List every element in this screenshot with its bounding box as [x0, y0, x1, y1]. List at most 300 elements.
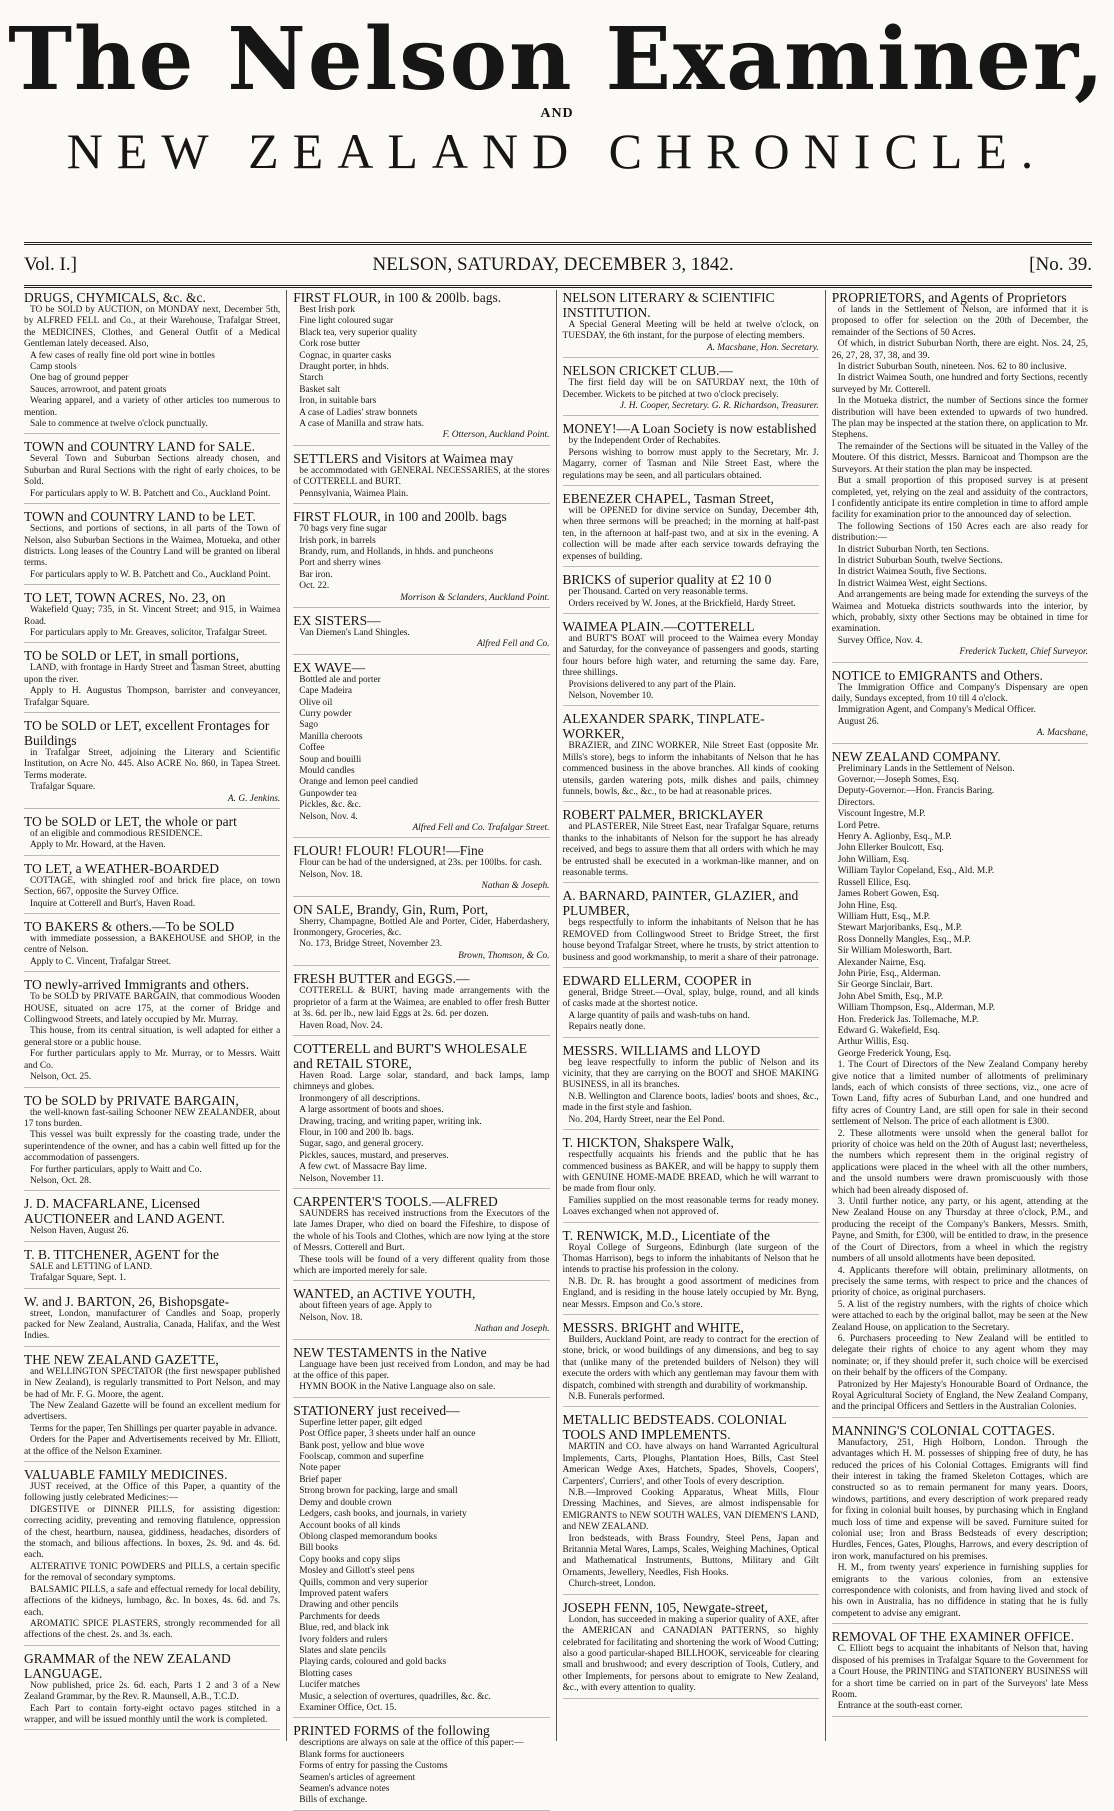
advertisement-text: Survey Office, Nov. 4. — [837, 635, 923, 646]
advertisement-signature: Frederick Tuckett, Chief Surveyor. — [959, 647, 1088, 658]
advertisement-text: Draught porter, in hhds. — [299, 362, 389, 373]
advertisement-text: and BURT'S BOAT will proceed to the Waimea every Monday and Saturday, for the conveyance of passengers and goods, starting four hours before high water, and returning the same day. Fare, three shillings. — [562, 633, 819, 679]
advertisement-text: Ironmongery of all descriptions. — [299, 1093, 421, 1104]
advertisement-text: For particulars apply to Mr. Greaves, solicitor, Trafalgar Street. — [30, 627, 268, 638]
advertisement — [24, 648, 280, 713]
advertisement-text: Mosley and Gillott's steel pens — [299, 1566, 415, 1577]
advertisement — [293, 1345, 549, 1398]
advertisement-text: John Abel Smith, Esq., M.P. — [837, 991, 944, 1002]
advertisement-text: To be SOLD by PRIVATE BARGAIN, that commodious Wooden HOUSE, situated on acre 175, at the corner of Bridge and Collingwood Streets, and lately occupied by Mr. Murray. — [24, 992, 281, 1026]
advertisement-title: TOWN and COUNTRY LAND for SALE. — [24, 439, 255, 455]
advertisement-text: Language have been just received from London, and may be had at the office of this paper. — [293, 1359, 550, 1382]
advertisement-text: For further particulars apply to Mr. Murray, or to Messrs. Waitt and Co. — [24, 1049, 281, 1071]
advertisement-text: Account books of all kinds — [299, 1520, 401, 1531]
advertisement-signature: A. G. Jenkins. — [227, 793, 281, 804]
advertisement-title: DRUGS, CHYMICALS, &c. &c. — [24, 290, 206, 305]
advertisement-text: Port and sherry wines — [299, 558, 381, 569]
advertisement-text: A case of Ladies' straw bonnets — [299, 407, 418, 418]
advertisement-text: Bills of exchange. — [299, 1795, 368, 1806]
advertisement-text: Oct. 22. — [299, 581, 330, 592]
advertisement — [293, 902, 549, 967]
advertisement-title: EDWARD ELLERM, COOPER in — [562, 973, 752, 989]
advertisement — [24, 977, 280, 1087]
advertisement-text: N.B. Funerals performed. — [568, 1392, 665, 1402]
advertisement-text: In district Waimea South, one hundred and forty Sections, recently surveyed by Mr. Cotterell. — [831, 373, 1088, 395]
advertisement — [293, 1041, 549, 1189]
advertisement-text: Manilla cheroots — [299, 731, 363, 742]
advertisement-text: Oblong clasped memorandum books — [299, 1531, 437, 1542]
advertisement — [563, 491, 819, 567]
advertisement-text: in Trafalgar Street, adjoining the Literary and Scientific Institution, on Acre No. 445. Also ACRE No. 860, in Tapea Street. Terms moderate. — [24, 747, 281, 781]
advertisement-text: John William, Esq. — [837, 854, 910, 865]
advertisement-text: William Thompson, Esq., Alderman, M.P. — [837, 1003, 996, 1014]
advertisement-text: Superfine letter paper, gilt edged — [299, 1417, 423, 1428]
advertisement-title: VALUABLE FAMILY MEDICINES. — [24, 1467, 228, 1483]
advertisement-text: Sections, and portions of sections, in all parts of the Town of Nelson, also Suburban Sections in the Waimea, Motueka, and other districts. Long leases of the Country Land will be granted on liberal terms. — [24, 524, 281, 569]
advertisement-text: 70 bags very fine sugar — [299, 524, 387, 535]
advertisement-signature: A. Macshane, — [1036, 728, 1088, 739]
advertisement — [563, 973, 819, 1038]
advertisement — [563, 363, 819, 416]
advertisement-text: William Hutt, Esq., M.P. — [837, 911, 931, 922]
advertisement-text: The remainder of the Sections will be situated in the Valley of the Moutere. Of this district, Messrs. Barnicoat and Thompson are the Surveyors. At their station the plan may be inspected. — [831, 441, 1088, 475]
advertisement-text: This vessel was built expressly for the coasting trade, under the superintendence of the owner, and has a cabin well fitted up for the accommodation of passengers. — [24, 1130, 281, 1164]
advertisement — [24, 1294, 280, 1347]
advertisement-text: Sauces, arrowroot, and patent groats — [30, 384, 167, 395]
advertisement-title: A. BARNARD, PAINTER, GLAZIER, and PLUMBER, — [562, 888, 799, 919]
advertisement-title: ALEXANDER SPARK, TINPLATE-WORKER, — [562, 711, 765, 742]
advertisement-text: Nelson, Oct. 28. — [30, 1175, 92, 1186]
advertisement-text: In district Waimea West, eight Sections. — [837, 578, 988, 589]
advertisement-text: Forms of entry for passing the Customs — [299, 1761, 448, 1772]
advertisement-text: by the Independent Order of Rechabites. — [568, 436, 721, 447]
advertisement-title: MESSRS. WILLIAMS and LLOYD — [562, 1042, 761, 1058]
advertisement-text: Basket salt — [299, 384, 341, 395]
advertisement-text: Directors. — [837, 797, 875, 808]
advertisement-title: MONEY!—A Loan Society is now established — [562, 421, 817, 437]
advertisement-text: Orders received by W. Jones, at the Brickfield, Hardy Street. — [568, 598, 796, 609]
advertisement-text: Note paper — [299, 1463, 341, 1474]
advertisement-title: J. D. MACFARLANE, Licensed AUCTIONEER and LAND AGENT. — [24, 1196, 225, 1227]
advertisement-title: TO be SOLD or LET, excellent Frontages for Buildings — [24, 717, 270, 748]
advertisement-text: A few cwt. of Massacre Bay lime. — [299, 1162, 427, 1173]
advertisement-text: Repairs neatly done. — [568, 1022, 646, 1033]
advertisement-text: Examiner Office, Oct. 15. — [299, 1703, 397, 1713]
advertisement-text: Best Irish pork — [299, 305, 355, 315]
advertisement-text: Quills, common and very superior — [299, 1577, 428, 1588]
advertisement-text: Royal College of Surgeons, Edinburgh (late surgeon of the Thomas Harrison), begs to inform the inhabitants of Nelson that he intends to practise his profession in the colony. — [562, 1242, 819, 1276]
advertisement-title: JOSEPH FENN, 105, Newgate-street, — [562, 1599, 768, 1615]
advertisement-text: Slates and slate pencils — [299, 1645, 386, 1656]
advertisement-text: Apply to C. Vincent, Trafalgar Street. — [30, 956, 171, 967]
advertisement-text: Russell Ellice, Esq. — [837, 877, 911, 888]
advertisement — [563, 1135, 819, 1222]
advertisement — [24, 1651, 280, 1731]
advertisement-text: Nelson, November 11. — [299, 1173, 384, 1184]
advertisement-text: JUST received, at the Office of this Paper, a quantity of the following justly celebrated Medicines:— — [24, 1482, 281, 1504]
advertisement-text: C. Elliott begs to acquaint the inhabitants of Nelson that, having disposed of his premises in Trafalgar Square to the Government for a Court House, the PRINTING and STATIONERY BUSINESS will for a short time be carried on in part of the Surveyors' late Mess Room. — [831, 1644, 1088, 1700]
advertisement-text: N.B. Dr. R. has brought a good assortment of medicines from England, and is residing in the house lately occupied by Mr. Byng, near Messrs. Empson and Co.'s store. — [562, 1276, 819, 1310]
advertisement-text: Hon. Frederick Jas. Tollemache, M.P. — [837, 1014, 979, 1025]
advertisement-text: AROMATIC SPICE PLASTERS, strongly recommended for all affections of the chest. 2s. and 3s. each. — [24, 1618, 281, 1641]
advertisement-text: Mould candles — [299, 766, 355, 776]
masthead-and: AND — [540, 106, 574, 121]
advertisement-text: No. 204, Hardy Street, near the Eel Pond. — [568, 1114, 725, 1125]
advertisement — [24, 439, 280, 504]
advertisement-text: BRAZIER, and ZINC WORKER, Nile Street East (opposite Mr. Mills's store), begs to inform the inhabitants of Nelson that he has commenced business in the above branches. All kinds of cooking utensils, garden watering pots, milk dishes and pails, chimney funnels, bowls, &c., &c., to be had at reasonable prices. — [562, 741, 819, 797]
advertisement-signature: Nathan and Joseph. — [474, 1324, 550, 1335]
advertisement — [293, 843, 549, 896]
advertisement-text: Lord Petre. — [837, 820, 880, 831]
advertisement-text: Apply to H. Augustus Thompson, barrister and conveyancer, Trafalgar Square. — [24, 686, 281, 708]
advertisement — [832, 290, 1088, 663]
advertisement-text: Terms for the paper, Ten Shillings per quarter payable in advance. — [30, 1423, 278, 1434]
advertisement-text: Improved patent wafers — [299, 1588, 389, 1599]
advertisement-title: GRAMMAR of the NEW ZEALAND LANGUAGE. — [24, 1650, 231, 1681]
advertisement — [293, 971, 549, 1036]
advertisement-title: MESSRS. BRIGHT and WHITE, — [562, 1319, 744, 1335]
advertisement-text: Flour can be had of the undersigned, at 23s. per 100lbs. for cash. — [299, 858, 542, 869]
advertisement-text: Blue, red, and black ink — [299, 1623, 389, 1634]
advertisement-text: LAND, with frontage in Hardy Street and Tasman Street, abutting upon the river. — [24, 663, 281, 685]
advertisement-text: Church-street, London. — [568, 1579, 656, 1590]
advertisement-title: ON SALE, Brandy, Gin, Rum, Port, — [293, 901, 489, 917]
advertisement — [293, 290, 549, 446]
advertisement — [563, 421, 819, 486]
advertisement-title: TO LET, TOWN ACRES, No. 23, on — [24, 590, 226, 606]
advertisement-title: T. HICKTON, Shakspere Walk, — [562, 1135, 734, 1151]
advertisement-text: Each Part to contain forty-eight octavo pages stitched in a wrapper, and will be issued monthly until the work is completed. — [24, 1703, 281, 1725]
advertisement-title: EX WAVE— — [293, 659, 366, 675]
advertisement — [293, 613, 549, 655]
advertisement-text: BALSAMIC PILLS, a safe and effectual remedy for local debility, affections of the kidneys, lumbago, &c. In boxes, 4s. 6d. and 7s. each. — [24, 1584, 281, 1618]
advertisement — [832, 1423, 1088, 1625]
advertisement — [24, 861, 280, 914]
advertisement-text: of lands in the Settlement of Nelson, are informed that it is proposed to offer for selection on the 20th of December, the remainder of the Sections of 50 Acres. — [831, 305, 1088, 338]
advertisement-text: Drawing, tracing, and writing paper, writing ink. — [299, 1116, 482, 1127]
advertisement-text: These tools will be found of a very different quality from those which are imported merely for sale. — [293, 1254, 550, 1276]
advertisement-text: Soup and bouilli — [299, 754, 362, 765]
advertisement-text: DIGESTIVE or DINNER PILLS, for assisting digestion: correcting acidity, preventing and removing flatulence, oppression of the chest, heartburn, nausea, giddiness, headaches, disorders of the stomach, and bilious affections. In boxes, 2s. 9d. and 4s. 6d. each. — [24, 1504, 281, 1561]
advertisement-title: T. B. TITCHENER, AGENT for the — [24, 1246, 219, 1262]
advertisement-text: Nelson, Nov. 18. — [299, 1312, 363, 1323]
advertisement-text: A case of Manilla and straw hats. — [299, 419, 424, 430]
volume-label: Vol. I.] — [24, 254, 77, 275]
advertisement-text: Seamen's advance notes — [299, 1784, 390, 1795]
advertisement-text: Bottled ale and porter — [299, 674, 381, 685]
advertisement — [832, 668, 1088, 744]
advertisement-text: Sale to commence at twelve o'clock punctually. — [30, 419, 208, 430]
advertisement-title: NELSON CRICKET CLUB.— — [562, 363, 733, 379]
advertisement-text: N.B.—Improved Cooking Apparatus, Wheat Mills, Flour Dressing Machines, and Sieves, are almost indispensable for EMIGRANTS to NEW SOUTH WALES, VAN DIEMEN'S LAND, and NEW ZEALAND. — [562, 1488, 819, 1533]
advertisement-text: John Hine, Esq. — [837, 900, 898, 911]
advertisement-text: Of which, in district Suburban North, there are eight. Nos. 24, 25, 26, 27, 28, 37, 38, and 39. — [831, 339, 1088, 361]
place-date: NELSON, SATURDAY, DECEMBER 3, 1842. — [372, 254, 734, 275]
advertisement-text: per Thousand. Carted on very reasonable terms. — [568, 587, 748, 598]
advertisement-title: MANNING'S COLONIAL COTTAGES. — [831, 1422, 1055, 1438]
advertisement-title: METALLIC BEDSTEADS. COLONIAL TOOLS AND IMPLEMENTS. — [562, 1412, 787, 1443]
advertisement-text: Irish pork, in barrels — [299, 535, 376, 546]
advertisement-title: NEW ZEALAND COMPANY. — [831, 748, 1001, 764]
advertisement-text: MARTIN and CO. have always on hand Warranted Agricultural Implements, Carts, Ploughs, Plantation Hoes, Bills, Cast Steel American Wedge Axes, Hatchets, Spades, Shovels, Coopers', Carpenters', Curriers', and other Tools of every description. — [562, 1442, 819, 1487]
advertisement — [24, 1467, 280, 1646]
advertisement-text: Trafalgar Square, Sept. 1. — [30, 1273, 126, 1284]
advertisement-text: Parchments for deeds — [299, 1611, 380, 1622]
advertisement-text: be accommodated with GENERAL NECESSARIES, at the stores of COTTERELL and BURT. — [293, 465, 550, 488]
advertisement — [293, 1403, 549, 1719]
advertisement-text: Viscount Ingestre, M.P. — [837, 809, 926, 820]
advertisement-text: Foolscap, common and superfine — [299, 1452, 424, 1463]
newspaper-page — [0, 9, 1114, 1806]
advertisement — [563, 1412, 819, 1594]
advertisement-text: Entrance at the south-east corner. — [837, 1701, 963, 1712]
advertisement — [24, 1093, 280, 1192]
advertisement — [24, 1196, 280, 1241]
advertisement-text: SAUNDERS has received instructions from the Executors of the late James Draper, who died on board the Fifeshire, to dispose of the whole of his Tools and Clothes, which are now lying at the store of Messrs. Cotterell and Burt. — [293, 1208, 550, 1254]
advertisement-text: Strong brown for packing, large and small — [299, 1486, 458, 1497]
advertisement — [563, 807, 819, 883]
advertisement-text: George Frederick Young, Esq. — [837, 1048, 952, 1059]
advertisement-title: FRESH BUTTER and EGGS.— — [293, 971, 470, 987]
advertisement-title: WAIMEA PLAIN.—COTTERELL — [562, 618, 755, 634]
advertisement-text: Governor.—Joseph Somes, Esq. — [837, 775, 959, 786]
advertisement-text: Now published, price 2s. 6d. each, Parts 1 2 and 3 of a New Zealand Grammar, by the Rev. R. Maunsell, A.B., T.C.D. — [24, 1680, 281, 1703]
advertisement-text: John Ellerker Boulcott, Esq. — [837, 843, 944, 854]
advertisement-title: THE NEW ZEALAND GAZETTE, — [24, 1351, 219, 1367]
advertisement — [24, 1247, 280, 1289]
advertisement-text: Provisions delivered to any part of the Plain. — [568, 679, 736, 690]
issue-number: [No. 39. — [1029, 254, 1092, 275]
advertisement-title: STATIONERY just received— — [293, 1402, 460, 1418]
advertisement-title: WANTED, an ACTIVE YOUTH, — [293, 1286, 476, 1302]
advertisement-text: COTTERELL & BURT, having made arrangements with the proprietor of a farm at the Waimea, are enabled to offer fresh Butter at 3s. 6d. per lb., new laid Eggs at 2s. 6d. per dozen. — [293, 986, 550, 1020]
advertisement-text: about fifteen years of age. Apply to — [299, 1301, 432, 1312]
advertisement-text: In district Suburban South, twelve Sections. — [837, 555, 1003, 566]
advertisement-text: Orange and lemon peel candied — [299, 777, 418, 788]
advertisement-text: Haven Road, Nov. 24. — [299, 1020, 383, 1031]
advertisement-title: COTTERELL and BURT'S WHOLESALE and RETAIL STORE, — [293, 1040, 527, 1071]
advertisement-text: Sugar, sago, and general grocery. — [299, 1139, 424, 1150]
advertisement-text: Builders, Auckland Point, are ready to contract for the erection of stone, brick, or wood buildings of any dimensions, and beg to say that (unlike many of the pretended builders of Nelson) they will execute the orders with which any gentleman may favour them with dispatch, combined with strength and durability of workmanship. — [562, 1334, 819, 1391]
advertisement-text: Manufactory, 251, High Holborn, London. Through the advantages which H. M. possesses of shipping free of duty, he has reduced the prices of his Colonial Cottages. Emigrants will find their interest in taking the framed Skeleton Cottages, which are constructed so as to remain permanent for many years. Doors, windows, partitions, and every description of work prepared ready for fixing in colonial built houses, by purchasing which in England much loss of time and expense will be saved. Furniture suited for colonial use; Iron and Brass Bedsteads of every description; Hurdles, Fences, Gates, Ploughs, Harrows, and every description of iron work, manufactured on his premises. — [831, 1437, 1088, 1562]
advertisement-text: Demy and double crown — [299, 1497, 392, 1508]
advertisement-text: Sir George Sinclair, Bart. — [837, 980, 933, 991]
advertisement-text: Nelson Haven, August 26. — [30, 1226, 129, 1237]
advertisement — [563, 711, 819, 802]
advertisement — [24, 590, 280, 643]
advertisement-text: Starch — [299, 373, 324, 384]
advertisement-text: Cognac, in quarter casks — [299, 350, 392, 361]
advertisement-text: Sago — [299, 720, 318, 731]
advertisement-text: Nelson, November 10. — [568, 690, 654, 701]
advertisement-text: In district Suburban North, ten Sections. — [837, 544, 990, 555]
advertisement-text: In the Motueka district, the number of Sections since the former distribution will have been extended to upwards of two hundred. The plan may be inspected at the station there, on application to Mr. Stephens. — [831, 396, 1088, 441]
advertisement-text: Wakefield Quay; 735, in St. Vincent Street; and 915, in Waimea Road. — [24, 605, 281, 627]
advertisement-signature: Alfred Fell and Co. — [476, 639, 550, 650]
advertisement-title: FLOUR! FLOUR! FLOUR!—Fine — [293, 843, 484, 859]
advertisement-signature: F. Otterson, Auckland Point. — [442, 430, 550, 441]
advertisement-text: The following Sections of 150 Acres each are also ready for distribution:— — [831, 521, 1088, 544]
advertisement-title: FIRST FLOUR, in 100 and 200lb. bags — [293, 509, 507, 525]
advertisement-text: respectfully acquaints his friends and the public that he has commenced business as BAKER, and will be happy to supply them with GENUINE HOME-MADE BREAD, which he will warrant to be made from flour only. — [562, 1150, 819, 1195]
advertisement — [293, 660, 549, 839]
advertisement-text: Copy books and copy slips — [299, 1554, 401, 1565]
advertisement-text: Brief paper — [299, 1474, 342, 1485]
advertisement-text: Orders for the Paper and Advertisements received by Mr. Elliott, at the office of the Nelson Examiner. — [24, 1435, 281, 1457]
advertisement-text: For further particulars, apply to Waitt and Co. — [30, 1164, 202, 1175]
advertisement-text: The first field day will be on SATURDAY next, the 10th of December. Wickets to be pitched at two o'clock precisely. — [562, 378, 819, 400]
advertisement-title: W. and J. BARTON, 26, Bishopsgate- — [24, 1293, 230, 1309]
advertisement — [293, 451, 549, 504]
advertisement-text: For particulars apply to W. B. Patchett and Co., Auckland Point. — [30, 488, 271, 499]
advertisement-text: Ivory folders and rulers — [299, 1634, 388, 1645]
advertisement — [293, 1286, 549, 1339]
advertisement-text: H. M., from twenty years' experience in furnishing supplies for emigrants to the various colonies, from an extensive correspondence with colonists, and from having lived and stock of his own in Australia, has no diffidence in stating that he is fully competent to advise any emigrant. — [831, 1563, 1088, 1619]
advertisement-text: Pickles, sauces, mustard, and preserves. — [299, 1150, 449, 1161]
advertisement-text: August 26. — [837, 716, 879, 727]
advertisement-text: SALE and LETTING of LAND. — [30, 1261, 153, 1272]
advertisement-signature: J. H. Cooper, Secretary. G. R. Richardson, Treasurer. — [619, 401, 819, 412]
advertisement-title: REMOVAL OF THE EXAMINER OFFICE. — [831, 1629, 1075, 1645]
advertisement-text: James Robert Gowen, Esq. — [837, 889, 940, 900]
advertisement-title: TO LET, a WEATHER-BOARDED — [24, 860, 219, 876]
advertisement-text: For particulars apply to W. B. Patchett and Co., Auckland Point. — [30, 569, 271, 580]
newspaper-subtitle: NEW ZEALAND CHRONICLE. — [66, 123, 1048, 179]
advertisement-text: Edward G. Wakefield, Esq. — [837, 1025, 940, 1036]
advertisement-text: Patronized by Her Majesty's Honourable Board of Ordnance, the Royal Agricultural Society of England, the New Zealand Company, and the principal Officers and Settlers in the Australian Colonies. — [831, 1379, 1088, 1413]
advertisement-text: A large quantity of pails and wash-tubs on hand. — [568, 1010, 750, 1021]
advertisement-signature: A. Macshane, Hon. Secretary. — [706, 342, 819, 353]
advertisement-text: street, London, manufacturer of Candles and Soap, properly packed for New Zealand, Australia, Canada, Halifax, and the West Indies. — [24, 1308, 281, 1342]
advertisement-text: No. 173, Bridge Street, November 23. — [299, 939, 443, 950]
advertisement — [24, 509, 280, 585]
advertisement — [563, 888, 819, 968]
advertisement-title: TO be SOLD by PRIVATE BARGAIN, — [24, 1092, 239, 1108]
advertisement-text: A few cases of really fine old port wine in bottles — [30, 350, 215, 361]
advertisement-text: descriptions are always on sale at the office of this paper:— — [299, 1738, 524, 1749]
advertisement-text: Iron, in suitable bars — [299, 396, 377, 407]
advertisement-text: Cork rose butter — [299, 339, 361, 350]
advertisement-text: In district Suburban South, nineteen. Nos. 62 to 80 inclusive. — [837, 362, 1067, 373]
advertisement-text: HYMN BOOK in the Native Language also on sale. — [299, 1382, 496, 1393]
advertisement-text: In district Waimea South, five Sections. — [837, 567, 987, 578]
advertisement-title: CARPENTER'S TOOLS.—ALFRED — [293, 1193, 498, 1209]
advertisement-text: Coffee — [299, 743, 325, 754]
advertisement-text: The New Zealand Gazette will be found an excellent medium for advertisers. — [24, 1401, 281, 1423]
advertisement-text: beg leave respectfully to inform the public of Nelson and its vicinity, that they are carrying on the BOOT and SHOE MAKING BUSINESS, in all its branches. — [562, 1057, 819, 1091]
advertisement-text: Henry A. Aglionby, Esq., M.P. — [837, 832, 952, 843]
advertisement-text: Camp stools — [30, 362, 77, 373]
advertisement-title: NEW TESTAMENTS in the Native — [293, 1344, 487, 1360]
dateline — [24, 242, 1092, 288]
advertisement-text: One bag of ground pepper — [30, 373, 129, 384]
advertisement-text: Families supplied on the most reasonable terms for ready money. Loaves exchanged when not approved of. — [562, 1195, 819, 1218]
advertisement-text: But a small proportion of this proposed survey is at present completed, yet, relying on the zeal and assiduity of the contractors, I confidently anticipate its entire completion in time to afford ample facility for examination prior to the announced day of selection. — [831, 476, 1088, 521]
advertisement-signature: Morrison & Sclanders, Auckland Point. — [400, 592, 550, 603]
advertisement-text: And arrangements are being made for extending the surveys of the Waimea and Motueka districts southwards into the interior, by which, probably, sixty other Sections may be obtained in time for examination. — [831, 590, 1088, 635]
advertisement-text: Arthur Willis, Esq. — [837, 1037, 909, 1048]
advertisement — [563, 1228, 819, 1315]
advertisement-text: Nelson, Nov. 18. — [299, 869, 363, 880]
advertisement-text: 5. A list of the registry numbers, with the rights of choice which were attached to each by the original ballot, may be seen at the New Zealand House, on application to the Secretary. — [831, 1299, 1088, 1333]
advertisement-text: Lucifer matches — [299, 1680, 360, 1691]
advertisement-text: Bar iron. — [299, 569, 333, 580]
advertisement-text: Playing cards, coloured and gold backs — [299, 1657, 447, 1668]
advertisement-text: 6. Purchasers proceeding to New Zealand will be entitled to delegate their rights of choice to any agent whom they may nominate; or, if they should prefer it, such choice will be exercised on their behalf by the officers of the Company. — [831, 1333, 1088, 1379]
advertisement-text: Drawing and other pencils — [299, 1600, 399, 1611]
advertisement-text: TO be SOLD by AUCTION, on MONDAY next, December 5th, by ALFRED FELL and Co., at their Warehouse, Trafalgar Street, the MEDICINES, Clothes, and General Outfit of a Medical Gentleman lately deceased. Also, — [24, 305, 281, 350]
advertisement — [563, 572, 819, 614]
advertisement-signature: Nathan & Joseph. — [481, 881, 550, 892]
column-2 — [286, 290, 555, 1806]
advertisement-text: Curry powder — [299, 708, 352, 719]
advertisement-title: FIRST FLOUR, in 100 & 200lb. bags. — [293, 290, 502, 305]
advertisement-text: the well-known fast-sailing Schooner NEW ZEALANDER, about 17 tons burden. — [24, 1107, 281, 1129]
advertisement — [832, 749, 1088, 1418]
advertisement-title: ROBERT PALMER, BRICKLAYER — [562, 807, 764, 823]
advertisement-text: Apply to Mr. Howard, at the Haven. — [30, 840, 166, 851]
advertisement-title: SETTLERS and Visitors at Waimea may — [293, 450, 514, 466]
advertisement-text: N.B. Wellington and Clarence boots, ladies' boots and shoes, &c., made in the first style and fashion. — [562, 1091, 819, 1114]
advertisement — [563, 1043, 819, 1130]
advertisement-text: Post Office paper, 3 sheets under half an ounce — [299, 1429, 476, 1440]
advertisement-text: London, has succeeded in making a superior quality of AXE, after the AMERICAN and CANADIAN PATTERNS, so highly celebrated for facilitating and shortening the work of Wood Cutting; also a good particular-shaped BILLHOOK, serviceable for clearing small and brushwood; and every description of Tools, Cutlery, and other Implements, for persons about to emigrate to New Zealand, &c., with every attention to quality. — [562, 1614, 819, 1694]
advertisement-text: Seamen's articles of agreement — [299, 1772, 416, 1783]
advertisement-text: ALTERATIVE TONIC POWDERS and PILLS, a certain specific for the removal of secondary symptoms. — [24, 1561, 281, 1584]
advertisement-title: NOTICE to EMIGRANTS and Others. — [831, 667, 1043, 683]
advertisement-text: 4. Applicants therefore will obtain, preliminary allotments, on precisely the same terms, with respect to price and the chances of priority of choice, as original purchasers. — [831, 1265, 1088, 1299]
advertisement-title: NELSON LITERARY & SCIENTIFIC INSTITUTION. — [562, 290, 775, 320]
advertisement-text: This house, from its central situation, is well adapted for either a general store or a public house. — [24, 1026, 281, 1048]
advertisement-text: Music, a selection of overtures, quadrilles, &c. &c. — [299, 1691, 491, 1702]
advertisement-text: COTTAGE, with shingled roof and brick fire place, on town Section, 667, opposite the Survey Office. — [24, 875, 281, 898]
masthead — [0, 9, 1114, 179]
advertisement-text: Iron bedsteads, with Brass Foundry, Steel Pens, Japan and Britannia Metal Wares, Lamps, Scales, Weighing Machines, Optical and Mathematical Instruments, Buttons, Military and Gilt Ornaments, Jewellery, Needles, Fish Hooks. — [562, 1533, 819, 1578]
advertisement-text: Trafalgar Square. — [30, 782, 96, 793]
advertisement-title: TO be SOLD or LET, in small portions, — [24, 648, 240, 664]
advertisement-text: Deputy-Governor.—Hon. Francis Baring. — [837, 786, 995, 797]
advertisement — [24, 718, 280, 809]
advertisement-text: Sherry, Champagne, Bottled Ale and Porter, Cider, Haberdashery, Ironmongery, Groceries, &c. — [293, 916, 550, 939]
advertisement-text: Wearing apparel, and a variety of other articles too numerous to mention. — [24, 396, 281, 418]
advertisement — [563, 619, 819, 706]
advertisement-text: Fine light coloured sugar — [299, 316, 394, 327]
advertisement-text: Olive oil — [299, 697, 333, 708]
advertisement-text: Gunpowder tea — [299, 788, 357, 799]
advertisement-title: BRICKS of superior quality at £2 10 0 — [562, 572, 772, 588]
advertisement-text: and PLASTERER, Nile Street East, near Trafalgar Square, returns thanks to the inhabitants of Nelson for the support he has already received, and begs to assure them that all orders with which he may be entrusted shall be executed in a workman-like manner, and on reasonable terms. — [562, 822, 819, 878]
advertisement-text: Bank post, yellow and blue wove — [299, 1440, 425, 1451]
advertisement-text: 2. These allotments were unsold when the general ballot for priority of choice was held on the 20th of August last; nevertheless, the numbers which represent them in the original registry of applications were placed in the wheel with all the other numbers, and the unsold numbers were drawn promiscuously with those which had been already disposed of. — [831, 1128, 1088, 1196]
advertisement — [832, 1629, 1088, 1716]
advertisement-text: Stewart Marjoribanks, Esq., M.P. — [837, 923, 963, 934]
advertisement-text: Alexander Nairne, Esq. — [837, 957, 926, 968]
advertisement — [563, 290, 819, 358]
advertisement-signature: Alfred Fell and Co. Trafalgar Street. — [412, 823, 550, 834]
advertisement-text: and WELLINGTON SPECTATOR (the first newspaper published in New Zealand), is regularly transmitted to Port Nelson, and may be had of Mr. F. G. Moore, the agent. — [24, 1366, 281, 1400]
advertisement-text: with immediate possession, a BAKEHOUSE and SHOP, in the centre of Nelson. — [24, 934, 281, 956]
newspaper-title: The Nelson Examiner, — [8, 9, 1106, 110]
advertisement-text: will be OPENED for divine service on Sunday, December 4th, when three sermons will be preached; in the morning at half-past ten, in the afternoon at half-past two, and at six in the evening. A collection will be made after each service towards defraying the expenses of building. — [562, 506, 819, 562]
advertisement-text: Pennsylvania, Waimea Plain. — [299, 488, 409, 499]
advertisement — [24, 919, 280, 972]
column-1 — [22, 290, 286, 1741]
advertisement — [24, 1352, 280, 1462]
advertisement-text: Persons wishing to borrow must apply to the Secretary, Mr. J. Magarry, corner of Tasman and Nile Street East, where the regulations may be seen, and all particulars obtained. — [562, 447, 819, 481]
advertisement-title: EX SISTERS— — [293, 612, 381, 628]
advertisement-text: Blotting cases — [299, 1668, 353, 1679]
columns-area — [22, 290, 1094, 1806]
